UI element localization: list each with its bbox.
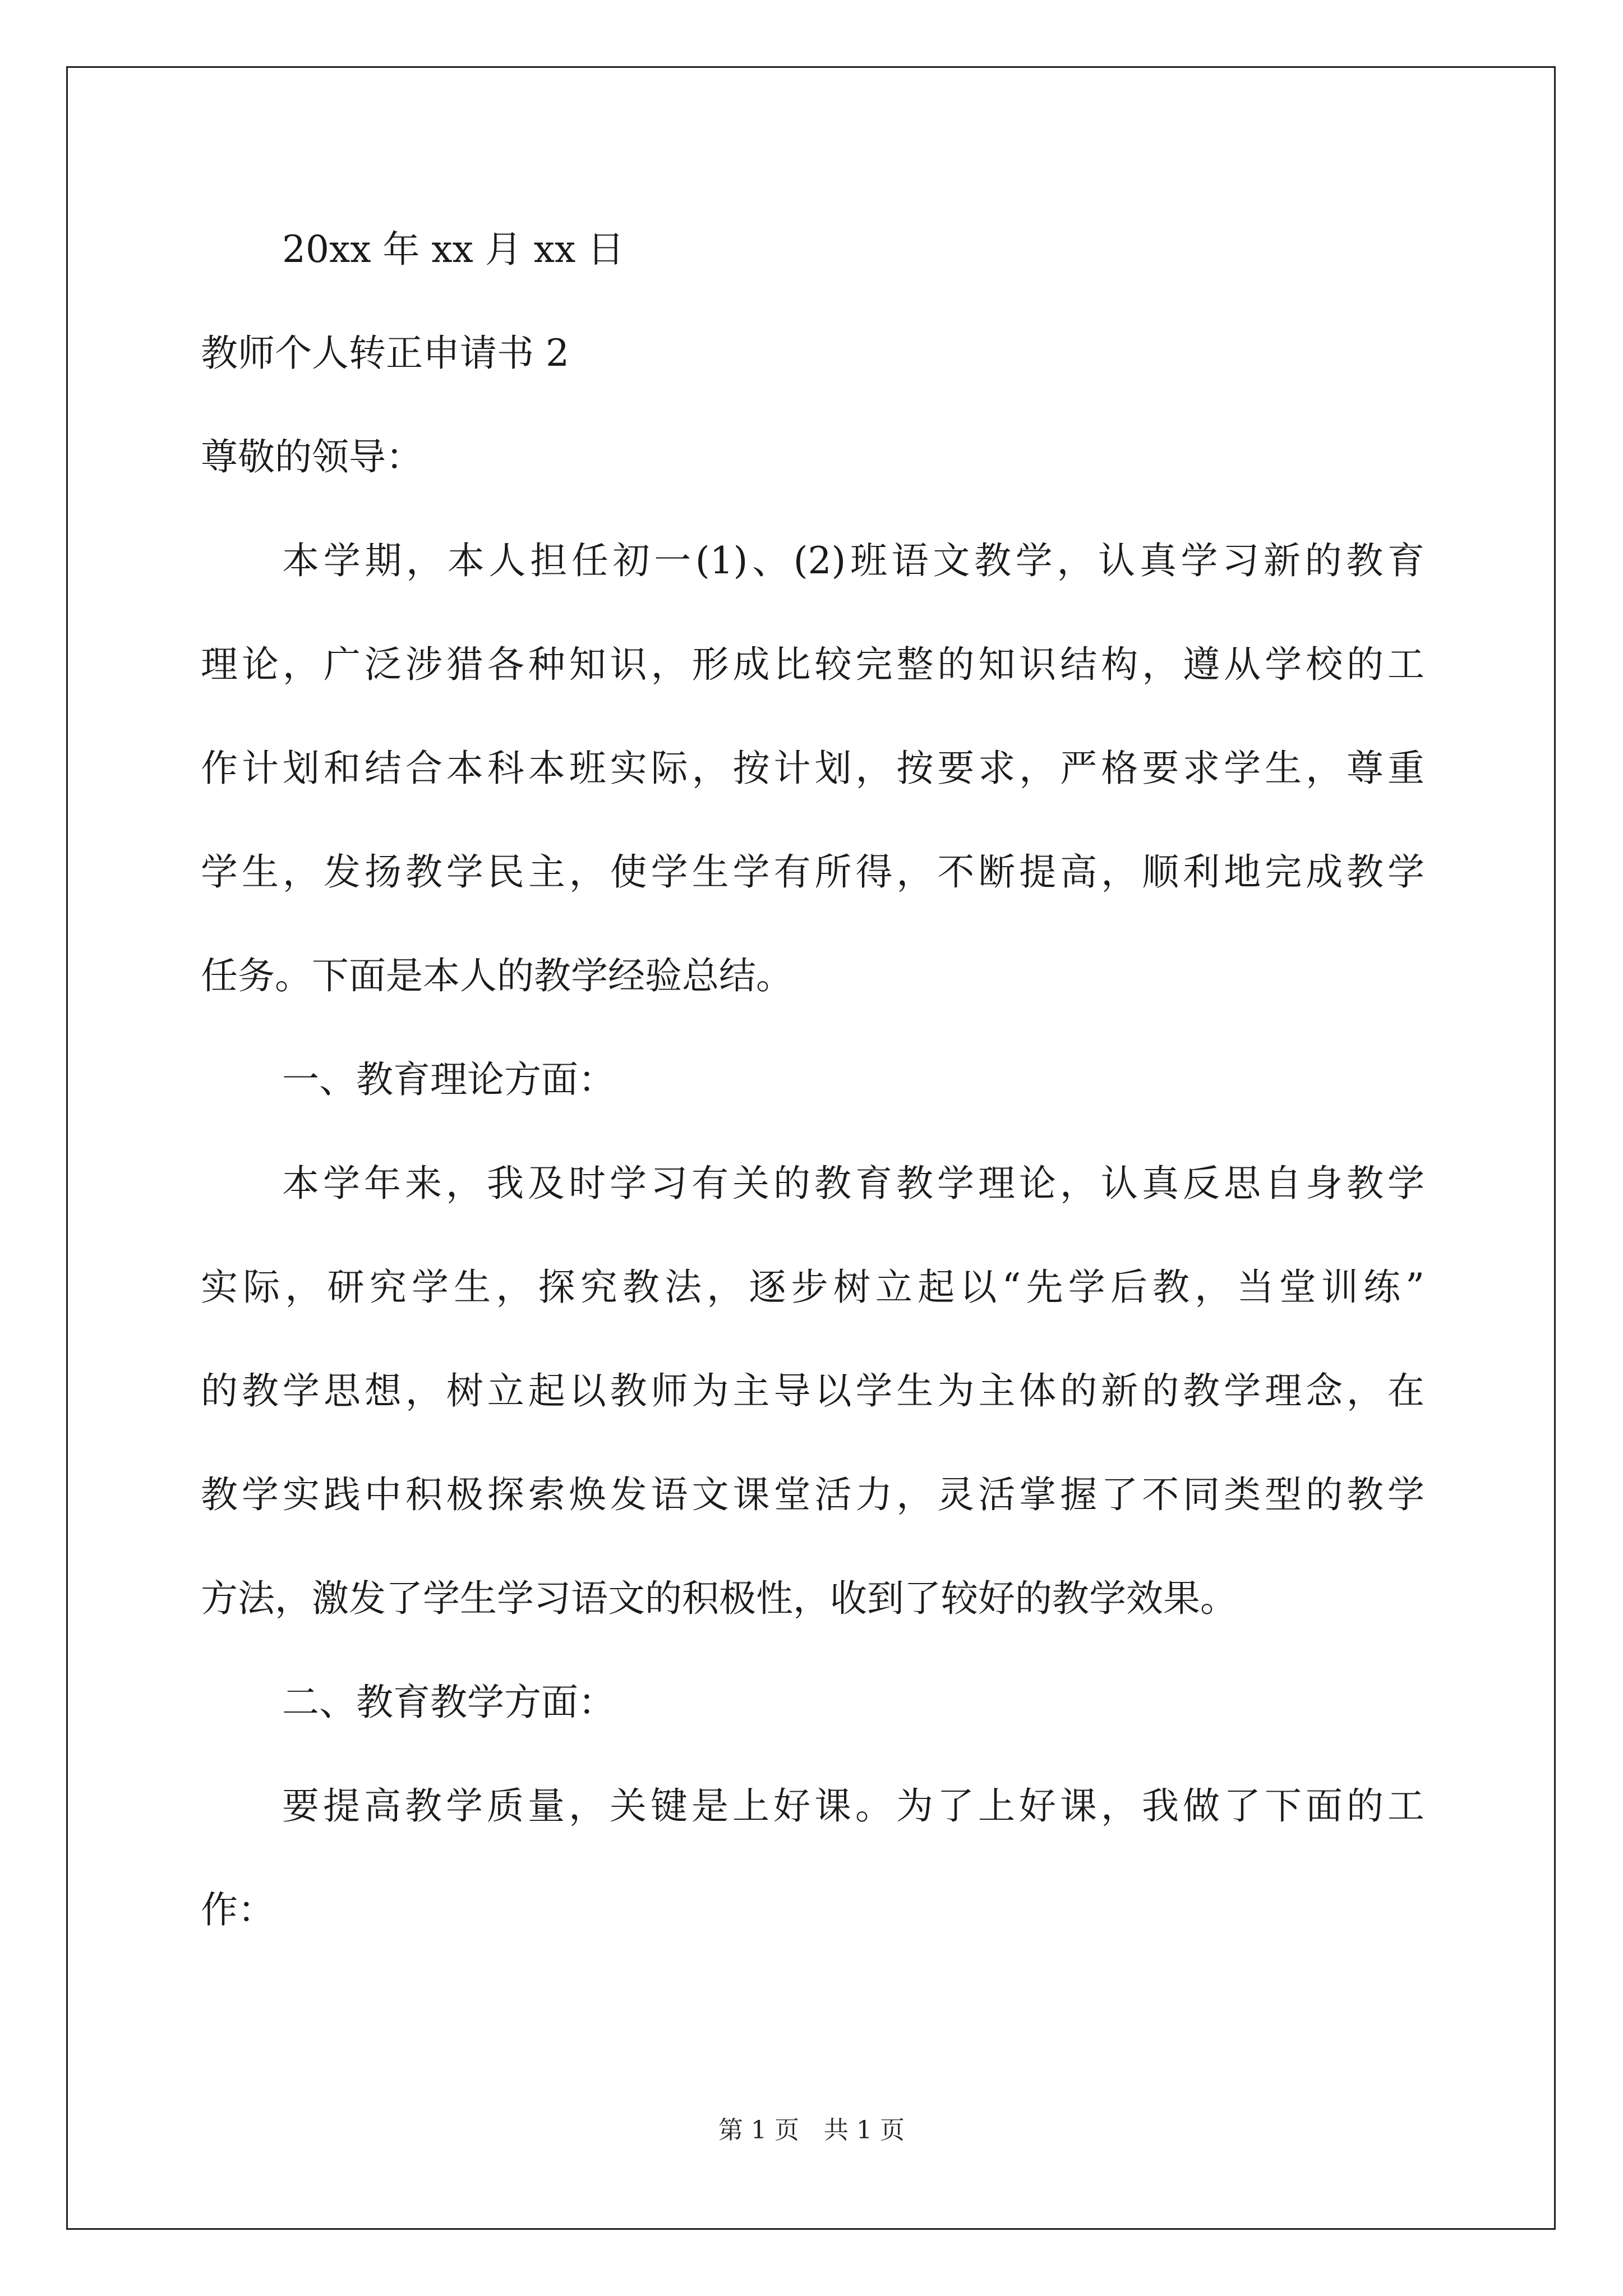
paragraph-line: 方法，激发了学生学习语文的积极性，收到了较好的教学效果。 <box>201 1577 1237 1620</box>
paragraph-line: 作： <box>201 1888 275 1931</box>
paragraph-line: 理论，广泛涉猎各种知识，形成比较完整的知识结构，遵从学校的工 <box>201 643 1424 686</box>
page-border <box>66 66 1556 2230</box>
paragraph-line: 任务。下面是本人的教学经验总结。 <box>201 954 793 997</box>
date-line: 20xx 年 xx 月 xx 日 <box>282 228 625 271</box>
salutation: 尊敬的领导： <box>201 435 423 478</box>
paragraph-line: 学生，发扬教学民主，使学生学有所得，不断提高，顺利地完成教学 <box>201 850 1424 894</box>
paragraph-line: 本学年来，我及时学习有关的教育教学理论，认真反思自身教学 <box>282 1162 1424 1205</box>
document-title: 教师个人转正申请书 2 <box>201 332 569 375</box>
paragraph-line: 的教学思想，树立起以教师为主导以学生为主体的新的教学理念，在 <box>201 1369 1424 1412</box>
section-heading: 二、教育教学方面： <box>282 1681 615 1724</box>
section-heading: 一、教育理论方面： <box>282 1058 615 1101</box>
paragraph-line: 教学实践中积极探索焕发语文课堂活力，灵活掌握了不同类型的教学 <box>201 1473 1424 1516</box>
paragraph-line: 作计划和结合本科本班实际，按计划，按要求，严格要求学生，尊重 <box>201 747 1424 790</box>
paragraph-line: 本学期，本人担任初一(1)、(2)班语文教学，认真学习新的教育 <box>282 539 1424 582</box>
page-number-footer: 第 1 页 共 1 页 <box>718 2116 905 2145</box>
paragraph-line: 实际，研究学生，探究教法，逐步树立起以“先学后教，当堂训练” <box>201 1266 1424 1309</box>
paragraph-line: 要提高教学质量，关键是上好课。为了上好课，我做了下面的工 <box>282 1784 1424 1828</box>
